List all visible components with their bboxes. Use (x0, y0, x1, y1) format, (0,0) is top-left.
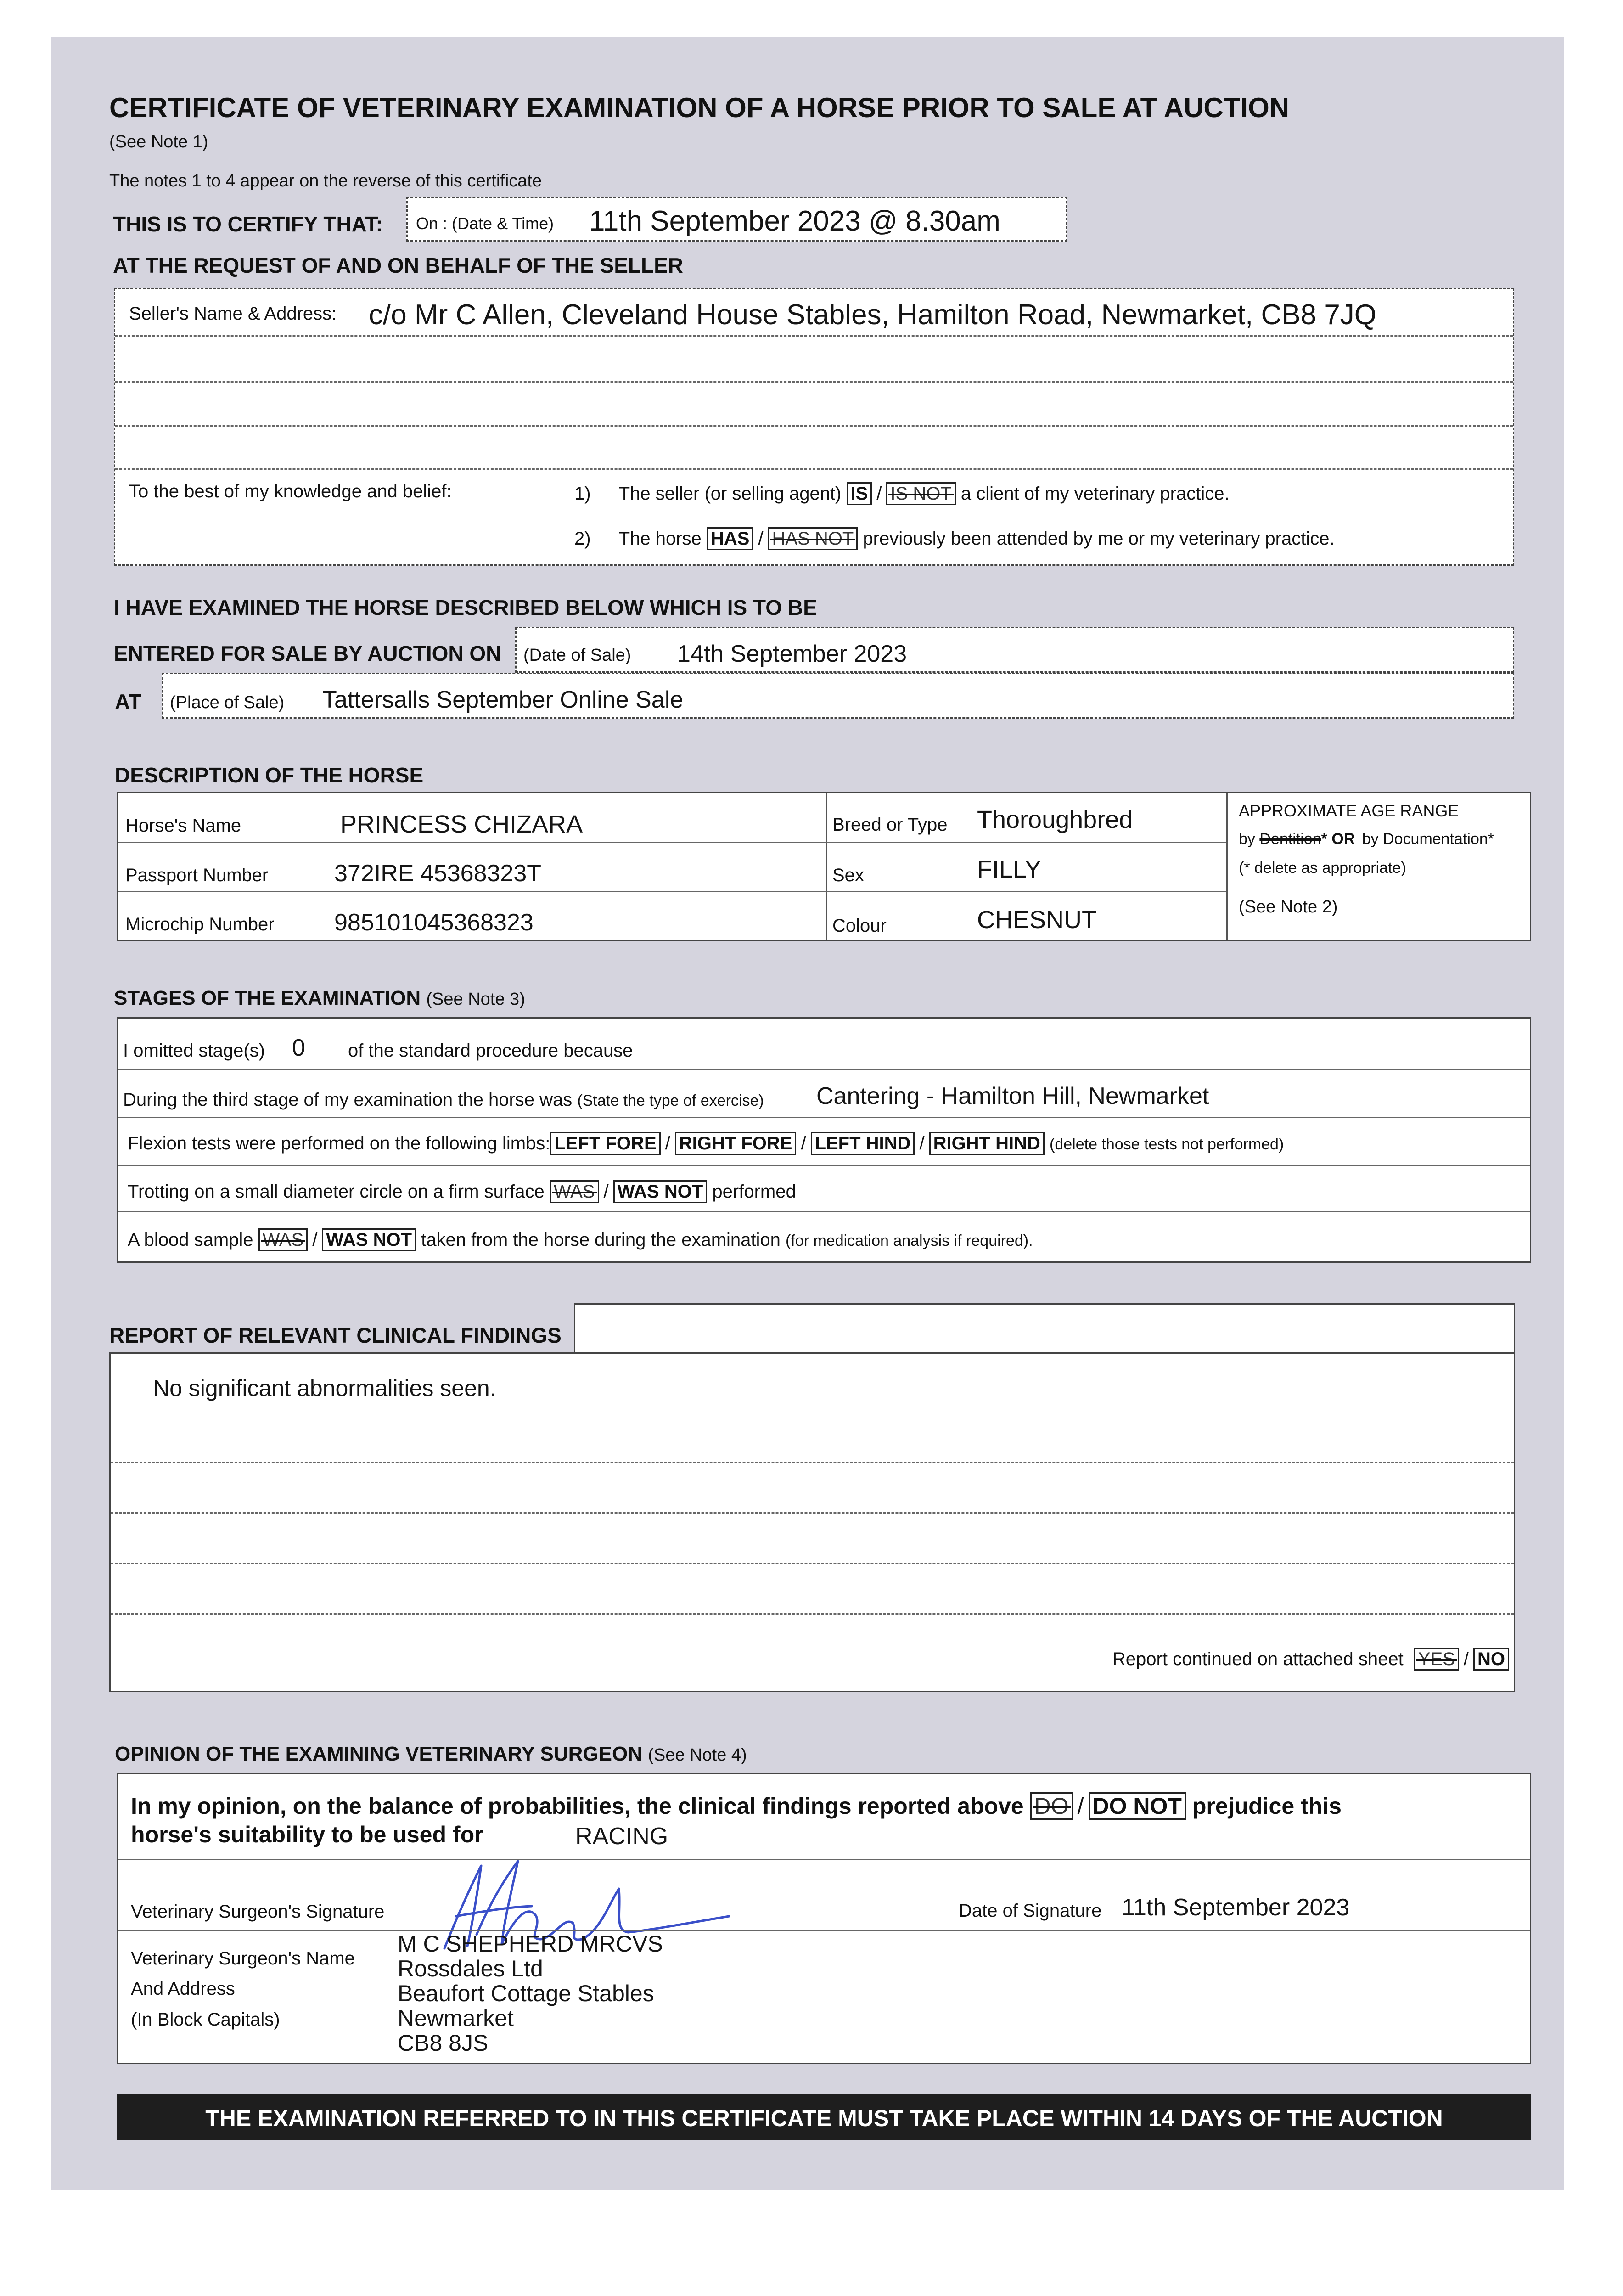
stages-heading-text: STAGES OF THE EXAMINATION (114, 987, 421, 1009)
age-heading: APPROXIMATE AGE RANGE (1239, 801, 1459, 820)
age-note: (See Note 2) (1239, 897, 1338, 917)
exam-date-label: On : (Date & Time) (416, 214, 554, 233)
flexion-line (128, 1132, 1284, 1155)
footer-text: THE EXAMINATION REFERRED TO IN THIS CERTIFICATE MUST TAKE PLACE WITHIN 14 DAYS OF THE AUCTION (205, 2105, 1443, 2131)
row-divider (118, 1165, 1530, 1166)
blood-was-option[interactable]: WAS (258, 1228, 308, 1251)
age-by: by (1239, 830, 1255, 848)
report-box (109, 1352, 1515, 1692)
row-divider (118, 1930, 1530, 1931)
vet-address-label: And Address (131, 1979, 235, 1999)
horse-name-label: Horse's Name (125, 816, 241, 836)
footer-bar (117, 2094, 1531, 2140)
age-method-line (1239, 831, 1494, 847)
slash: / (603, 1182, 609, 1202)
certificate-title: CERTIFICATE OF VETERINARY EXAMINATION OF A HORSE PRIOR TO SALE AT AUCTION (109, 92, 1290, 123)
omitted-value[interactable]: 0 (292, 1035, 305, 1061)
sale-place-box (162, 673, 1514, 719)
item-1-number: 1) (574, 484, 591, 504)
sale-date-value[interactable]: 14th September 2023 (677, 641, 907, 667)
exam-date-box (406, 197, 1067, 242)
slash: / (758, 529, 764, 549)
age-or: * OR (1321, 830, 1355, 848)
see-note-1: (See Note 1) (109, 132, 208, 152)
attended-has-option[interactable]: HAS (707, 527, 753, 550)
omitted-post: of the standard procedure because (348, 1041, 633, 1061)
passport-value[interactable]: 372IRE 45368323T (334, 860, 542, 887)
opinion-heading (115, 1744, 747, 1764)
notes-reference: The notes 1 to 4 appear on the reverse of this certificate (109, 171, 542, 191)
breed-value[interactable]: Thoroughbred (977, 806, 1133, 833)
blood-was-not-option[interactable]: WAS NOT (322, 1228, 416, 1251)
third-stage-value[interactable]: Cantering - Hamilton Hill, Newmarket (816, 1083, 1209, 1109)
omitted-label: I omitted stage(s) (123, 1041, 265, 1061)
vet-name-label: Veterinary Surgeon's Name (131, 1948, 355, 1969)
report-line (111, 1613, 1514, 1615)
row-divider (118, 1859, 1530, 1860)
seller-line (115, 468, 1513, 470)
knowledge-label: To the best of my knowledge and belief: (129, 481, 452, 501)
item-2-post: previously been attended by me or my veterinary practice. (863, 529, 1335, 549)
report-line (111, 1512, 1514, 1514)
microchip-label: Microchip Number (125, 914, 275, 934)
flexion-left-fore[interactable]: LEFT FORE (550, 1132, 660, 1155)
vet-address-line[interactable]: Newmarket (398, 2005, 514, 2031)
slash: / (801, 1133, 806, 1154)
item-2-number: 2) (574, 529, 591, 549)
opinion-line-1-post: prejudice this (1192, 1793, 1342, 1819)
blood-post: taken from the horse during the examination (421, 1230, 781, 1250)
row-divider (118, 1117, 1530, 1118)
signature-date-label: Date of Signature (959, 1901, 1102, 1921)
report-finding[interactable]: No significant abnormalities seen. (153, 1375, 496, 1401)
slash: / (665, 1133, 670, 1154)
passport-label: Passport Number (125, 865, 269, 885)
item-1-text: The seller (or selling agent) (618, 484, 842, 504)
column-divider (826, 793, 827, 940)
slash: / (312, 1230, 318, 1250)
opinion-line-1 (131, 1792, 1342, 1820)
slash: / (1463, 1649, 1469, 1669)
colour-label: Colour (832, 916, 887, 936)
age-documentation-option[interactable]: by Documentation* (1362, 830, 1494, 848)
sex-label: Sex (832, 865, 864, 885)
signature-date-value[interactable]: 11th September 2023 (1122, 1894, 1350, 1921)
opinion-line-2: horse's suitability to be used for (131, 1822, 483, 1847)
vet-address-line[interactable]: CB8 8JS (398, 2030, 489, 2056)
request-heading: AT THE REQUEST OF AND ON BEHALF OF THE SELLER (113, 253, 683, 277)
prejudice-do-option[interactable]: DO (1030, 1792, 1073, 1820)
seller-label: Seller's Name & Address: (129, 304, 337, 324)
stages-heading (114, 988, 525, 1008)
microchip-value[interactable]: 985101045368323 (334, 909, 534, 936)
auction-label: ENTERED FOR SALE BY AUCTION ON (114, 642, 501, 665)
sale-date-label: (Date of Sale) (523, 646, 631, 665)
trotting-was-option[interactable]: WAS (550, 1180, 599, 1203)
slash: / (876, 484, 882, 504)
seller-box (114, 288, 1514, 566)
blood-hint: (for medication analysis if required). (786, 1232, 1033, 1249)
prejudice-do-not-option[interactable]: DO NOT (1089, 1792, 1186, 1820)
flexion-right-hind[interactable]: RIGHT HIND (929, 1132, 1045, 1155)
flexion-right-fore[interactable]: RIGHT FORE (675, 1132, 797, 1155)
row-divider (118, 1069, 1530, 1070)
flexion-left-hind[interactable]: LEFT HIND (811, 1132, 915, 1155)
signature-label: Veterinary Surgeon's Signature (131, 1902, 385, 1922)
sale-place-label: (Place of Sale) (170, 693, 285, 712)
slash: / (1077, 1793, 1084, 1819)
row-divider (118, 842, 1226, 843)
continued-line (1112, 1648, 1509, 1671)
seller-line (115, 381, 1513, 383)
item-1-post: a client of my veterinary practice. (960, 484, 1230, 504)
slash: / (919, 1133, 925, 1154)
third-stage-hint: (State the type of exercise) (577, 1092, 764, 1109)
opinion-heading-text: OPINION OF THE EXAMINING VETERINARY SURGEON (115, 1743, 643, 1765)
colour-value[interactable]: CHESNUT (977, 906, 1097, 934)
report-heading: REPORT OF RELEVANT CLINICAL FINDINGS (109, 1323, 562, 1347)
certify-label: THIS IS TO CERTIFY THAT: (113, 212, 383, 236)
client-is-not-option[interactable]: IS NOT (886, 482, 955, 505)
seller-line (115, 335, 1513, 337)
sale-place-value[interactable]: Tattersalls September Online Sale (322, 687, 684, 713)
client-is-option[interactable]: IS (847, 482, 872, 505)
exam-date-value[interactable]: 11th September 2023 @ 8.30am (589, 205, 1000, 237)
item-2-text: The horse (618, 529, 702, 549)
age-delete-hint: (* delete as appropriate) (1239, 859, 1406, 877)
flexion-label: Flexion tests were performed on the following limbs: (128, 1133, 550, 1154)
trotting-line (128, 1180, 796, 1203)
vet-address-line[interactable]: Rossdales Ltd (398, 1956, 543, 1981)
blood-line (128, 1228, 1033, 1251)
continued-no-option[interactable]: NO (1473, 1648, 1509, 1671)
trotting-was-not-option[interactable]: WAS NOT (613, 1180, 708, 1203)
sex-value[interactable]: FILLY (977, 855, 1042, 883)
knowledge-item-1 (574, 482, 1230, 505)
block-capitals-label: (In Block Capitals) (131, 2009, 280, 2030)
third-stage-label: During the third stage of my examination the horse was (123, 1090, 573, 1110)
column-divider (1226, 793, 1228, 940)
stages-heading-note: (See Note 3) (426, 990, 525, 1009)
age-dentition-option[interactable]: Dentition (1259, 830, 1321, 848)
report-line (111, 1563, 1514, 1564)
knowledge-item-2 (574, 527, 1335, 550)
at-label: AT (115, 690, 141, 714)
third-stage-line (123, 1091, 764, 1109)
examined-heading: I HAVE EXAMINED THE HORSE DESCRIBED BELOW WHICH IS TO BE (114, 596, 817, 619)
use-value[interactable]: RACING (575, 1823, 668, 1850)
vet-name-line[interactable]: M C SHEPHERD MRCVS (398, 1931, 663, 1957)
seller-line (115, 425, 1513, 427)
row-divider (118, 1211, 1530, 1212)
seller-value[interactable]: c/o Mr C Allen, Cleveland House Stables, Hamilton Road, Newmarket, CB8 7JQ (369, 299, 1377, 331)
continued-label: Report continued on attached sheet (1112, 1649, 1404, 1669)
continued-yes-option[interactable]: YES (1414, 1648, 1459, 1671)
report-header-box (574, 1303, 1515, 1354)
horse-name-value[interactable]: PRINCESS CHIZARA (340, 810, 583, 838)
trotting-label: Trotting on a small diameter circle on a firm surface (128, 1182, 545, 1202)
description-table (117, 792, 1531, 941)
flexion-hint: (delete those tests not performed) (1050, 1136, 1284, 1153)
opinion-heading-note: (See Note 4) (648, 1745, 747, 1765)
report-line (111, 1462, 1514, 1463)
breed-label: Breed or Type (832, 815, 948, 835)
stages-table (117, 1017, 1531, 1263)
opinion-box (117, 1773, 1531, 2064)
trotting-post: performed (712, 1182, 796, 1202)
opinion-line-1-text: In my opinion, on the balance of probabilities, the clinical findings reported above (131, 1793, 1024, 1819)
attended-has-not-option[interactable]: HAS NOT (768, 527, 858, 550)
blood-label: A blood sample (128, 1230, 253, 1250)
row-divider (118, 891, 1226, 892)
description-heading: DESCRIPTION OF THE HORSE (115, 763, 424, 787)
vet-address-line[interactable]: Beaufort Cottage Stables (398, 1981, 654, 2006)
sale-date-box (515, 627, 1514, 673)
